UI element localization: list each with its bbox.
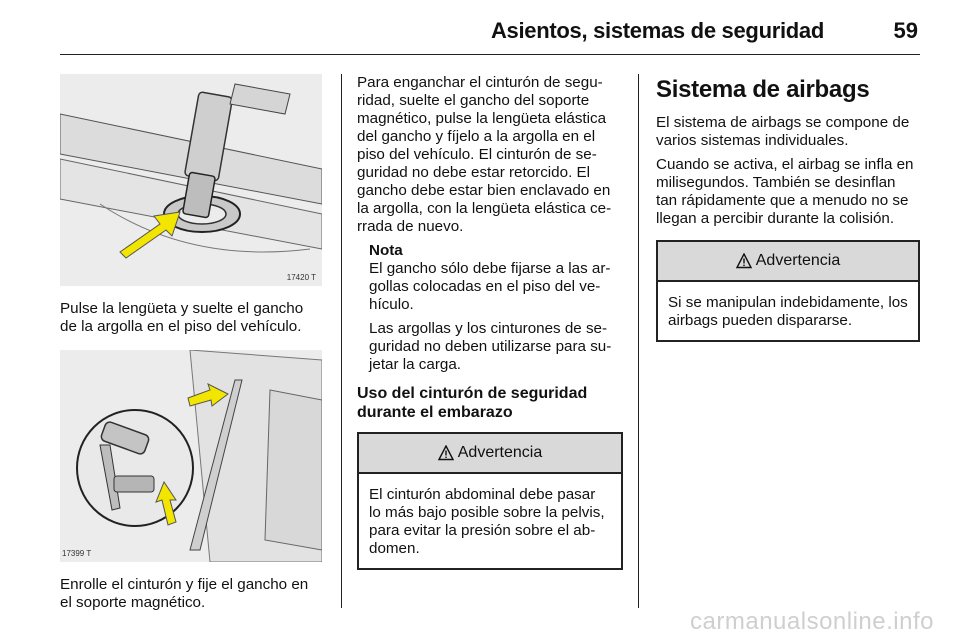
belt-magnet-drawing <box>60 350 322 562</box>
airbag-inflation-text: Cuando se activa, el airbag se infla en milisegundos. También se desinflan tan rápidamente que a menudo no se llegan a percibir durante la colisión. <box>656 156 914 227</box>
warning-text: Si se manipulan indebidamente, los airbags pueden dispararse. <box>668 294 908 329</box>
note-text-2: Las argollas y los cinturones de seguridad no deben utilizarse para sujetar la carga. <box>369 320 612 373</box>
column-divider <box>341 74 342 608</box>
note-title: Nota <box>369 242 403 259</box>
warning-box <box>357 432 623 570</box>
hook-instructions: Para enganchar el cinturón de seguridad, suelte el gancho del soporte magnético, pulse la lengüeta elástica del gancho y fíjelo a la argolla en el piso del vehículo. El cinturón de seguridad no debe estar retorcido. El gancho debe estar bien enclavado en la argolla, con la lengüeta elástica cerrada de nuevo. <box>357 74 612 235</box>
seatbelt-hook-illustration <box>60 74 322 286</box>
caption-2: Enrolle el cinturón y fije el gancho en el soporte magnético. <box>60 576 309 611</box>
column-left <box>60 74 322 612</box>
column-divider <box>638 74 639 608</box>
hook-release-drawing <box>60 74 322 286</box>
watermark: carmanualsonline.info <box>690 608 934 635</box>
caption-1: Pulse la lengüeta y suelte el gancho de la argolla en el piso del vehículo. <box>60 300 304 335</box>
warning-header <box>359 434 621 474</box>
figure-code: 17420 T <box>286 273 316 282</box>
warning-title: Advertencia <box>457 444 543 461</box>
note-block <box>369 242 623 374</box>
warning-box <box>656 240 920 342</box>
airbag-intro: El sistema de airbags se compone de varios sistemas individuales. <box>656 114 910 149</box>
seatbelt-retract-illustration <box>60 350 322 562</box>
section-title: Asientos, sistemas de seguridad <box>490 18 824 43</box>
pregnancy-subheading: Uso del cinturón de seguridad durante el embarazo <box>357 385 588 421</box>
page-header <box>60 14 920 55</box>
figure-code: 17399 T <box>62 549 92 558</box>
note-text-1: El gancho sólo debe fijarse a las argollas colocadas en el piso del vehículo. <box>369 260 611 313</box>
column-right <box>656 74 920 342</box>
column-middle <box>357 74 623 570</box>
warning-triangle-icon <box>438 445 454 461</box>
airbag-heading: Sistema de airbags <box>656 76 870 103</box>
page-number: 59 <box>893 18 918 43</box>
warning-header <box>658 242 918 282</box>
warning-title: Advertencia <box>755 252 841 269</box>
warning-triangle-icon <box>736 253 752 269</box>
warning-text: El cinturón abdominal debe pasar lo más bajo posible sobre la pelvis, para evitar la presión sobre el abdomen. <box>369 486 605 557</box>
